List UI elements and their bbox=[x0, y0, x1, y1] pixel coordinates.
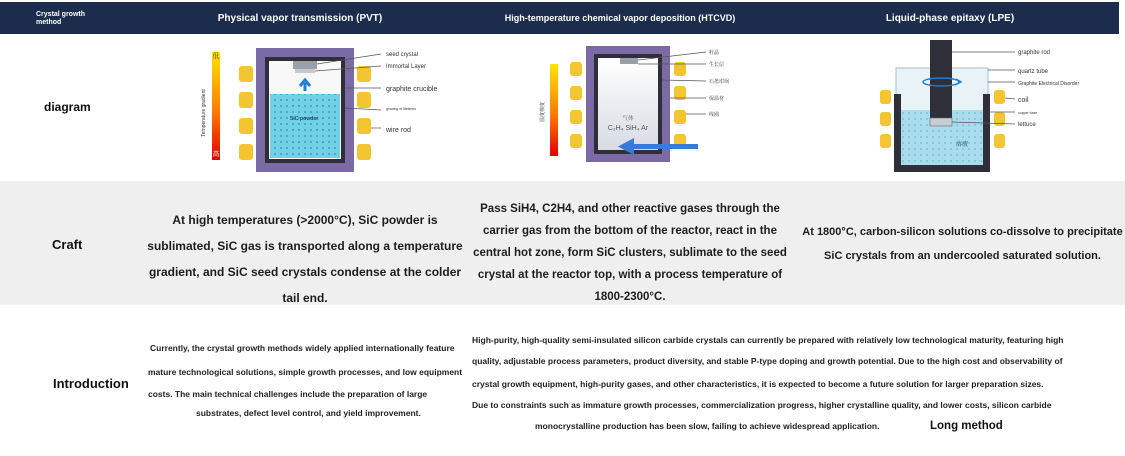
seed-crystal-label: seed crystal bbox=[386, 52, 419, 58]
intro-pvt-line: mature technological solutions, simple growth processes, and low equipment bbox=[148, 367, 463, 377]
seed-crystal bbox=[930, 118, 952, 126]
coil-segment bbox=[239, 66, 253, 82]
temp-high-label: 高 bbox=[212, 151, 220, 158]
gas-label: C₂H₄ SiH₄ Ar bbox=[607, 125, 649, 132]
copper-base-label: copper base bbox=[1018, 111, 1038, 115]
row-label-introduction: Introduction bbox=[53, 376, 129, 391]
immortal-layer-label: Immortal Layer bbox=[386, 64, 427, 70]
htcvd-label-2: 生长层 bbox=[709, 62, 725, 68]
coil-segment bbox=[570, 134, 582, 148]
graphite-disorder-label: Graphite Electrical Disorder bbox=[1018, 81, 1080, 87]
coil-segment bbox=[880, 112, 891, 126]
intro-pvt-line: substrates, defect level control, and yield improvement. bbox=[196, 408, 421, 418]
coil-segment bbox=[239, 144, 253, 160]
intro-right-line: quality, adjustable process parameters, product diversity, and stable P-type doping and growth potential. Due to the high cost and observability of bbox=[472, 356, 1063, 366]
graphite-crucible-label: graphite crucible bbox=[386, 86, 438, 93]
coil-segment bbox=[357, 144, 371, 160]
htcvd-diagram bbox=[530, 40, 730, 174]
sic-powder bbox=[270, 94, 340, 158]
lpe-diagram bbox=[870, 38, 1090, 176]
coil-segment bbox=[994, 134, 1005, 148]
seed-crystal bbox=[620, 58, 638, 64]
coil-segment bbox=[880, 90, 891, 104]
coil-segment bbox=[674, 110, 686, 124]
htcvd-label-4: 保温材 bbox=[709, 96, 725, 102]
wire-rod-label: wire rod bbox=[386, 127, 411, 134]
coil-segment bbox=[357, 66, 371, 82]
intro-right-line: monocrystalline production has been slow, failing to achieve widespread application. bbox=[535, 421, 880, 431]
reactor-cavity bbox=[598, 58, 658, 150]
coil-segment bbox=[570, 110, 582, 124]
coil-segment bbox=[239, 92, 253, 108]
craft-pvt-text: At high temperatures (>2000°C), SiC powder is sublimated, SiC gas is transported along a temperature gradient, and SiC seed crystals condense at the colder tail end. bbox=[147, 213, 463, 305]
immortal-layer bbox=[295, 69, 315, 73]
row-label-diagram: diagram bbox=[44, 100, 91, 114]
temperature-bar bbox=[212, 52, 220, 160]
intro-right-line: crystal growth equipment, high-purity gases, and other characteristics, it is expected to become a future solution for larger preparation sizes. bbox=[472, 379, 1044, 389]
growing-label: growing of lifetimes bbox=[386, 107, 416, 111]
intro-pvt-line: costs. The main technical challenges include the preparation of large bbox=[148, 389, 428, 399]
quartz-tube-label: quartz tube bbox=[1018, 69, 1049, 75]
intro-pvt-line: Currently, the crystal growth methods widely applied internationally feature bbox=[150, 343, 455, 353]
coil-label: coil bbox=[1018, 97, 1029, 104]
seed-crystal bbox=[293, 61, 317, 69]
temp-low-label: 低 bbox=[212, 53, 220, 60]
gradient-label: Temperature gradient bbox=[201, 89, 207, 137]
graphite-rod-label: graphite rod bbox=[1018, 50, 1051, 56]
header-pvt: Physical vapor transmission (PVT) bbox=[217, 13, 383, 24]
coil-segment bbox=[994, 90, 1005, 104]
coil-segment bbox=[570, 62, 582, 76]
gas-flow bbox=[628, 144, 698, 149]
coil-segment bbox=[357, 118, 371, 134]
craft-lpe-text: At 1800°C, carbon-silicon solutions co-dissolve to precipitate SiC crystals from an undercooled saturated solution. bbox=[802, 226, 1123, 262]
lettuce-label: lettuce bbox=[1018, 122, 1036, 128]
header-crystal-growth-method: Crystal growth method bbox=[36, 11, 86, 26]
solution-label: 溶液 bbox=[956, 142, 969, 148]
intro-right-line: High-purity, high-quality semi-insulated silicon carbide crystals can currently be prepared with relatively low technological maturity, featuring high bbox=[472, 335, 1064, 345]
gradient-label: 温度梯度 bbox=[540, 101, 546, 123]
coil-segment bbox=[880, 134, 891, 148]
header-htcvd: High-temperature chemical vapor deposition (HTCVD) bbox=[504, 13, 736, 23]
craft-htcvd-text: Pass SiH4, C2H4, and other reactive gases through the carrier gas from the bottom of the reactor, react in the central hot zone, form SiC clusters, sublimate to the seed crystal at the reactor top, with a process temperature of 1800-2300°C. bbox=[473, 203, 787, 303]
htcvd-label-1: 籽晶 bbox=[709, 50, 720, 56]
htcvd-label-3: 石墨坩埚 bbox=[709, 79, 730, 85]
gas-title: 气体 bbox=[622, 116, 634, 122]
coil-segment bbox=[239, 118, 253, 134]
pvt-diagram bbox=[195, 38, 465, 176]
header-lpe: Liquid-phase epitaxy (LPE) bbox=[885, 13, 1015, 24]
sic-powder-label: SiC powder bbox=[289, 116, 319, 122]
htcvd-label-5: 线圈 bbox=[709, 112, 720, 118]
coil-segment bbox=[357, 92, 371, 108]
row-label-craft: Craft bbox=[52, 237, 83, 252]
table-header bbox=[0, 2, 1119, 34]
long-method-label: Long method bbox=[930, 420, 1003, 432]
coil-segment bbox=[570, 86, 582, 100]
temperature-bar bbox=[550, 64, 558, 156]
intro-right-line: Due to constraints such as immature growth processes, commercialization progress, higher crystalline quality, and lower costs, silicon carbide bbox=[472, 400, 1052, 410]
